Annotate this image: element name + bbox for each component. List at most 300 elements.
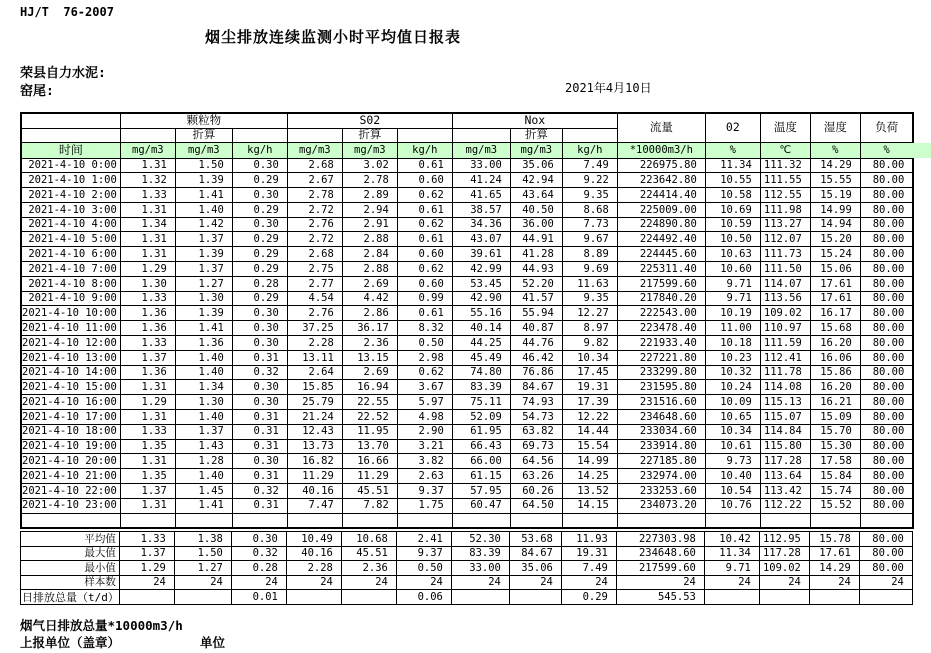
value-cell: 80.00: [860, 158, 913, 173]
value-cell: [617, 513, 705, 528]
time-cell: 2021-4-10 13:00: [21, 350, 120, 365]
value-cell: 1.41: [175, 321, 232, 336]
time-cell: 2021-4-10 9:00: [21, 291, 120, 306]
table-row: [21, 247, 913, 262]
value-cell: 10.34: [705, 424, 760, 439]
value-cell: 41.65: [452, 188, 510, 203]
value-cell: 40.16: [286, 546, 341, 561]
value-cell: 25.79: [287, 395, 342, 410]
table-row: [21, 262, 913, 277]
value-cell: 233034.60: [617, 424, 705, 439]
summary-label-cell: 样本数: [21, 575, 120, 590]
value-cell: 226975.80: [617, 158, 705, 173]
value-cell: 0.32: [231, 546, 286, 561]
value-cell: 112.95: [759, 532, 809, 547]
value-cell: 234073.20: [617, 498, 705, 513]
value-cell: 2.89: [342, 188, 397, 203]
value-cell: 16.66: [342, 454, 397, 469]
col-group-so2: S02: [287, 113, 452, 128]
value-cell: 1.35: [120, 469, 175, 484]
value-cell: 80.00: [860, 365, 913, 380]
time-cell: 2021-4-10 18:00: [21, 424, 120, 439]
value-cell: 24: [561, 575, 616, 590]
value-cell: 232974.00: [617, 469, 705, 484]
value-cell: 34.36: [452, 217, 510, 232]
table-row: [21, 188, 913, 203]
value-cell: 76.86: [510, 365, 562, 380]
value-cell: 0.30: [232, 321, 287, 336]
table-row: [21, 484, 913, 499]
value-cell: 52.30: [451, 532, 509, 547]
value-cell: 15.70: [810, 424, 860, 439]
value-cell: 24: [341, 575, 396, 590]
report-unit-label: 上报单位（盖章）: [20, 635, 121, 650]
value-cell: 14.94: [810, 217, 860, 232]
value-cell: 42.99: [452, 262, 510, 277]
value-cell: 1.37: [120, 484, 175, 499]
value-cell: 111.59: [760, 336, 810, 351]
value-cell: 17.61: [810, 291, 860, 306]
value-cell: 0.62: [397, 262, 452, 277]
value-cell: 222543.00: [617, 306, 705, 321]
value-cell: [509, 590, 561, 605]
value-cell: 80.00: [860, 202, 913, 217]
value-cell: 84.67: [509, 546, 561, 561]
value-cell: 33.00: [452, 158, 510, 173]
value-cell: 111.78: [760, 365, 810, 380]
value-cell: 2.90: [397, 424, 452, 439]
value-cell: 80.00: [860, 276, 913, 291]
value-cell: 24: [704, 575, 759, 590]
group-header-row: [21, 113, 913, 128]
value-cell: 113.27: [760, 217, 810, 232]
value-cell: 1.35: [120, 439, 175, 454]
value-cell: 15.55: [810, 173, 860, 188]
value-cell: 11.93: [561, 532, 616, 547]
value-cell: 2.91: [342, 217, 397, 232]
value-cell: 1.40: [175, 202, 232, 217]
value-cell: 0.50: [396, 561, 451, 576]
value-cell: 80.00: [860, 306, 913, 321]
value-cell: 24: [509, 575, 561, 590]
table-row: [21, 410, 913, 425]
value-cell: 10.76: [705, 498, 760, 513]
report-date: 2021年4月10日: [565, 81, 652, 95]
time-cell: 2021-4-10 20:00: [21, 454, 120, 469]
value-cell: 227185.80: [617, 454, 705, 469]
value-cell: 8.32: [397, 321, 452, 336]
value-cell: 111.32: [760, 158, 810, 173]
value-cell: 1.29: [119, 561, 174, 576]
table-row: [21, 532, 913, 547]
value-cell: 2.28: [287, 336, 342, 351]
time-cell: 2021-4-10 3:00: [21, 202, 120, 217]
value-cell: 44.93: [510, 262, 562, 277]
value-cell: 11.34: [704, 546, 759, 561]
value-cell: 22.55: [342, 395, 397, 410]
table-row: [21, 513, 913, 528]
value-cell: 15.86: [810, 365, 860, 380]
value-cell: 115.80: [760, 439, 810, 454]
value-cell: 80.00: [860, 380, 913, 395]
value-cell: 15.52: [810, 498, 860, 513]
time-cell: 2021-4-10 8:00: [21, 276, 120, 291]
value-cell: 10.49: [286, 532, 341, 547]
value-cell: 225311.40: [617, 262, 705, 277]
value-cell: 225009.00: [617, 202, 705, 217]
value-cell: 41.24: [452, 173, 510, 188]
company-name: 荣县自力水泥:: [20, 66, 106, 81]
value-cell: 7.49: [561, 561, 616, 576]
value-cell: 10.09: [705, 395, 760, 410]
value-cell: 9.35: [562, 188, 617, 203]
value-cell: 0.29: [232, 232, 287, 247]
value-cell: 8.97: [562, 321, 617, 336]
value-cell: 221933.40: [617, 336, 705, 351]
col-humidity: 湿度: [810, 113, 860, 142]
value-cell: 2.76: [287, 306, 342, 321]
value-cell: 2.88: [342, 262, 397, 277]
value-cell: 57.95: [452, 484, 510, 499]
value-cell: 80.00: [860, 395, 913, 410]
value-cell: 14.29: [810, 158, 860, 173]
value-cell: 1.31: [120, 454, 175, 469]
value-cell: 40.87: [510, 321, 562, 336]
value-cell: 14.25: [562, 469, 617, 484]
value-cell: 0.29: [232, 247, 287, 262]
value-cell: 84.67: [510, 380, 562, 395]
unit-cell: ℃: [760, 142, 810, 158]
value-cell: 1.40: [175, 469, 232, 484]
value-cell: 0.29: [561, 590, 616, 605]
table-row: [21, 217, 913, 232]
value-cell: 1.50: [174, 546, 231, 561]
value-cell: 22.52: [342, 410, 397, 425]
value-cell: 223642.80: [617, 173, 705, 188]
value-cell: 0.28: [231, 561, 286, 576]
value-cell: 61.95: [452, 424, 510, 439]
value-cell: 80.00: [860, 247, 913, 262]
value-cell: 64.56: [510, 454, 562, 469]
value-cell: 1.40: [175, 410, 232, 425]
value-cell: 80.00: [859, 561, 912, 576]
value-cell: 0.29: [232, 262, 287, 277]
value-cell: 0.30: [232, 306, 287, 321]
summary-table-body: [21, 532, 913, 605]
value-cell: 117.28: [759, 546, 809, 561]
value-cell: 1.29: [120, 262, 175, 277]
value-cell: 1.41: [175, 188, 232, 203]
converted-label: 折算: [510, 128, 562, 142]
value-cell: 111.73: [760, 247, 810, 262]
value-cell: 9.67: [562, 232, 617, 247]
value-cell: 13.11: [287, 350, 342, 365]
time-cell: 2021-4-10 6:00: [21, 247, 120, 262]
table-row: [21, 173, 913, 188]
value-cell: 19.31: [561, 546, 616, 561]
value-cell: 1.36: [175, 336, 232, 351]
value-cell: 10.34: [562, 350, 617, 365]
value-cell: 41.28: [510, 247, 562, 262]
value-cell: 46.42: [510, 350, 562, 365]
value-cell: [760, 513, 810, 528]
table-row: [21, 350, 913, 365]
value-cell: 114.07: [760, 276, 810, 291]
value-cell: 15.78: [809, 532, 859, 547]
time-cell: 2021-4-10 12:00: [21, 336, 120, 351]
value-cell: 24: [396, 575, 451, 590]
value-cell: [452, 513, 510, 528]
value-cell: 13.70: [342, 439, 397, 454]
col-flow: 流量: [617, 113, 705, 142]
value-cell: 1.43: [175, 439, 232, 454]
value-cell: 1.33: [120, 336, 175, 351]
time-cell: 2021-4-10 2:00: [21, 188, 120, 203]
value-cell: 2.72: [287, 202, 342, 217]
value-cell: 0.30: [232, 158, 287, 173]
value-cell: 233299.80: [617, 365, 705, 380]
value-cell: 64.50: [510, 498, 562, 513]
value-cell: 12.22: [562, 410, 617, 425]
value-cell: 16.21: [810, 395, 860, 410]
value-cell: 4.98: [397, 410, 452, 425]
value-cell: 55.94: [510, 306, 562, 321]
value-cell: 16.20: [810, 380, 860, 395]
value-cell: 112.22: [760, 498, 810, 513]
value-cell: 1.36: [120, 306, 175, 321]
value-cell: 24: [759, 575, 809, 590]
value-cell: 113.64: [760, 469, 810, 484]
value-cell: 10.65: [705, 410, 760, 425]
value-cell: 0.31: [232, 498, 287, 513]
value-cell: 8.68: [562, 202, 617, 217]
value-cell: [759, 590, 809, 605]
value-cell: 24: [859, 575, 912, 590]
value-cell: 114.84: [760, 424, 810, 439]
value-cell: 7.47: [287, 498, 342, 513]
value-cell: 9.71: [705, 291, 760, 306]
value-cell: 113.42: [760, 484, 810, 499]
value-cell: 10.24: [705, 380, 760, 395]
value-cell: 224492.40: [617, 232, 705, 247]
value-cell: 55.16: [452, 306, 510, 321]
value-cell: 44.25: [452, 336, 510, 351]
value-cell: 1.37: [175, 424, 232, 439]
value-cell: 0.62: [397, 217, 452, 232]
unit-label: 单位: [200, 635, 226, 650]
value-cell: 110.97: [760, 321, 810, 336]
table-row: [21, 469, 913, 484]
value-cell: 74.80: [452, 365, 510, 380]
value-cell: 80.00: [860, 291, 913, 306]
value-cell: 15.24: [810, 247, 860, 262]
value-cell: 41.57: [510, 291, 562, 306]
value-cell: 15.85: [287, 380, 342, 395]
value-cell: 10.61: [705, 439, 760, 454]
value-cell: 224414.40: [617, 188, 705, 203]
value-cell: 15.68: [810, 321, 860, 336]
value-cell: 114.08: [760, 380, 810, 395]
value-cell: 1.39: [175, 247, 232, 262]
value-cell: 231516.60: [617, 395, 705, 410]
value-cell: 74.93: [510, 395, 562, 410]
summary-label-cell: 日排放总量（t/d）: [22, 590, 119, 604]
value-cell: 63.82: [510, 424, 562, 439]
table-row: [21, 575, 913, 590]
value-cell: 0.62: [397, 365, 452, 380]
table-row: [21, 590, 913, 605]
value-cell: 0.99: [397, 291, 452, 306]
value-cell: 0.61: [397, 158, 452, 173]
standard-code: HJ/T 76-2007: [20, 5, 114, 19]
value-cell: 1.39: [175, 306, 232, 321]
value-cell: 1.28: [175, 454, 232, 469]
time-cell: 2021-4-10 19:00: [21, 439, 120, 454]
value-cell: 9.37: [397, 484, 452, 499]
value-cell: 11.29: [287, 469, 342, 484]
value-cell: 1.31: [120, 410, 175, 425]
table-header: [21, 113, 913, 158]
summary-label-cell: 平均值: [21, 532, 120, 547]
value-cell: 24: [286, 575, 341, 590]
value-cell: 1.30: [175, 291, 232, 306]
value-cell: 1.33: [120, 188, 175, 203]
value-cell: 16.20: [810, 336, 860, 351]
value-cell: 15.54: [562, 439, 617, 454]
value-cell: [174, 590, 231, 605]
value-cell: 15.20: [810, 232, 860, 247]
value-cell: 2.68: [287, 158, 342, 173]
value-cell: 0.30: [232, 336, 287, 351]
value-cell: 10.58: [705, 188, 760, 203]
value-cell: 1.42: [175, 217, 232, 232]
table-row: [21, 276, 913, 291]
value-cell: 0.50: [397, 336, 452, 351]
value-cell: 60.47: [452, 498, 510, 513]
time-cell: 2021-4-10 5:00: [21, 232, 120, 247]
value-cell: 111.55: [760, 173, 810, 188]
value-cell: 80.00: [860, 454, 913, 469]
value-cell: 0.31: [232, 469, 287, 484]
value-cell: 45.51: [341, 546, 396, 561]
time-cell: 2021-4-10 16:00: [21, 395, 120, 410]
value-cell: 33.00: [451, 561, 509, 576]
empty-cell: [287, 128, 342, 142]
value-cell: 10.18: [705, 336, 760, 351]
value-cell: 15.19: [810, 188, 860, 203]
value-cell: 111.50: [760, 262, 810, 277]
value-cell: 24: [451, 575, 509, 590]
table-row: [21, 202, 913, 217]
value-cell: 1.31: [120, 158, 175, 173]
value-cell: 1.40: [175, 365, 232, 380]
table-row: [21, 232, 913, 247]
value-cell: 1.33: [120, 291, 175, 306]
value-cell: 3.02: [342, 158, 397, 173]
unit-cell: kg/h: [397, 142, 452, 158]
value-cell: 9.69: [562, 262, 617, 277]
value-cell: 10.60: [705, 262, 760, 277]
value-cell: 17.61: [810, 276, 860, 291]
col-group-pm: 颗粒物: [120, 113, 287, 128]
unit-cell: mg/m3: [175, 142, 232, 158]
value-cell: 0.29: [232, 202, 287, 217]
value-cell: 14.15: [562, 498, 617, 513]
value-cell: 10.19: [705, 306, 760, 321]
value-cell: 4.42: [342, 291, 397, 306]
value-cell: 63.26: [510, 469, 562, 484]
value-cell: [704, 590, 759, 605]
value-cell: 80.00: [860, 350, 913, 365]
value-cell: 35.06: [510, 158, 562, 173]
value-cell: [120, 513, 175, 528]
station-name: 窑尾:: [20, 84, 54, 99]
value-cell: 9.71: [704, 561, 759, 576]
value-cell: 16.17: [810, 306, 860, 321]
value-cell: [119, 590, 174, 605]
unit-cell: mg/m3: [120, 142, 175, 158]
value-cell: 1.41: [175, 498, 232, 513]
value-cell: 0.32: [232, 365, 287, 380]
table-row: [21, 498, 913, 513]
value-cell: 1.34: [175, 380, 232, 395]
table-row: [21, 561, 913, 576]
value-cell: 10.54: [705, 484, 760, 499]
value-cell: 3.67: [397, 380, 452, 395]
value-cell: 69.73: [510, 439, 562, 454]
value-cell: [810, 513, 860, 528]
value-cell: 1.33: [119, 532, 174, 547]
value-cell: 1.31: [120, 380, 175, 395]
value-cell: 11.29: [342, 469, 397, 484]
value-cell: 1.36: [120, 365, 175, 380]
value-cell: 1.75: [397, 498, 452, 513]
time-cell: 2021-4-10 23:00: [21, 498, 120, 513]
value-cell: 2.68: [287, 247, 342, 262]
value-cell: 1.33: [120, 424, 175, 439]
value-cell: 40.14: [452, 321, 510, 336]
value-cell: 21.24: [287, 410, 342, 425]
value-cell: 1.50: [175, 158, 232, 173]
value-cell: 75.11: [452, 395, 510, 410]
value-cell: 43.64: [510, 188, 562, 203]
value-cell: 234648.60: [616, 546, 704, 561]
value-cell: 1.31: [120, 498, 175, 513]
value-cell: 1.45: [175, 484, 232, 499]
value-cell: 1.37: [120, 350, 175, 365]
value-cell: 45.49: [452, 350, 510, 365]
time-cell: 2021-4-10 17:00: [21, 410, 120, 425]
value-cell: 7.82: [342, 498, 397, 513]
table-row: [21, 380, 913, 395]
value-cell: 545.53: [616, 590, 704, 605]
value-cell: [809, 590, 859, 605]
value-cell: 117.28: [760, 454, 810, 469]
value-cell: 1.34: [120, 217, 175, 232]
value-cell: 54.73: [510, 410, 562, 425]
time-cell: 2021-4-10 11:00: [21, 321, 120, 336]
value-cell: 17.61: [809, 546, 859, 561]
value-cell: 224445.60: [617, 247, 705, 262]
time-cell: 2021-4-10 14:00: [21, 365, 120, 380]
time-cell: 2021-4-10 4:00: [21, 217, 120, 232]
value-cell: 39.61: [452, 247, 510, 262]
value-cell: 10.63: [705, 247, 760, 262]
value-cell: 1.37: [119, 546, 174, 561]
value-cell: 2.36: [341, 561, 396, 576]
value-cell: 109.02: [760, 306, 810, 321]
value-cell: 80.00: [860, 469, 913, 484]
